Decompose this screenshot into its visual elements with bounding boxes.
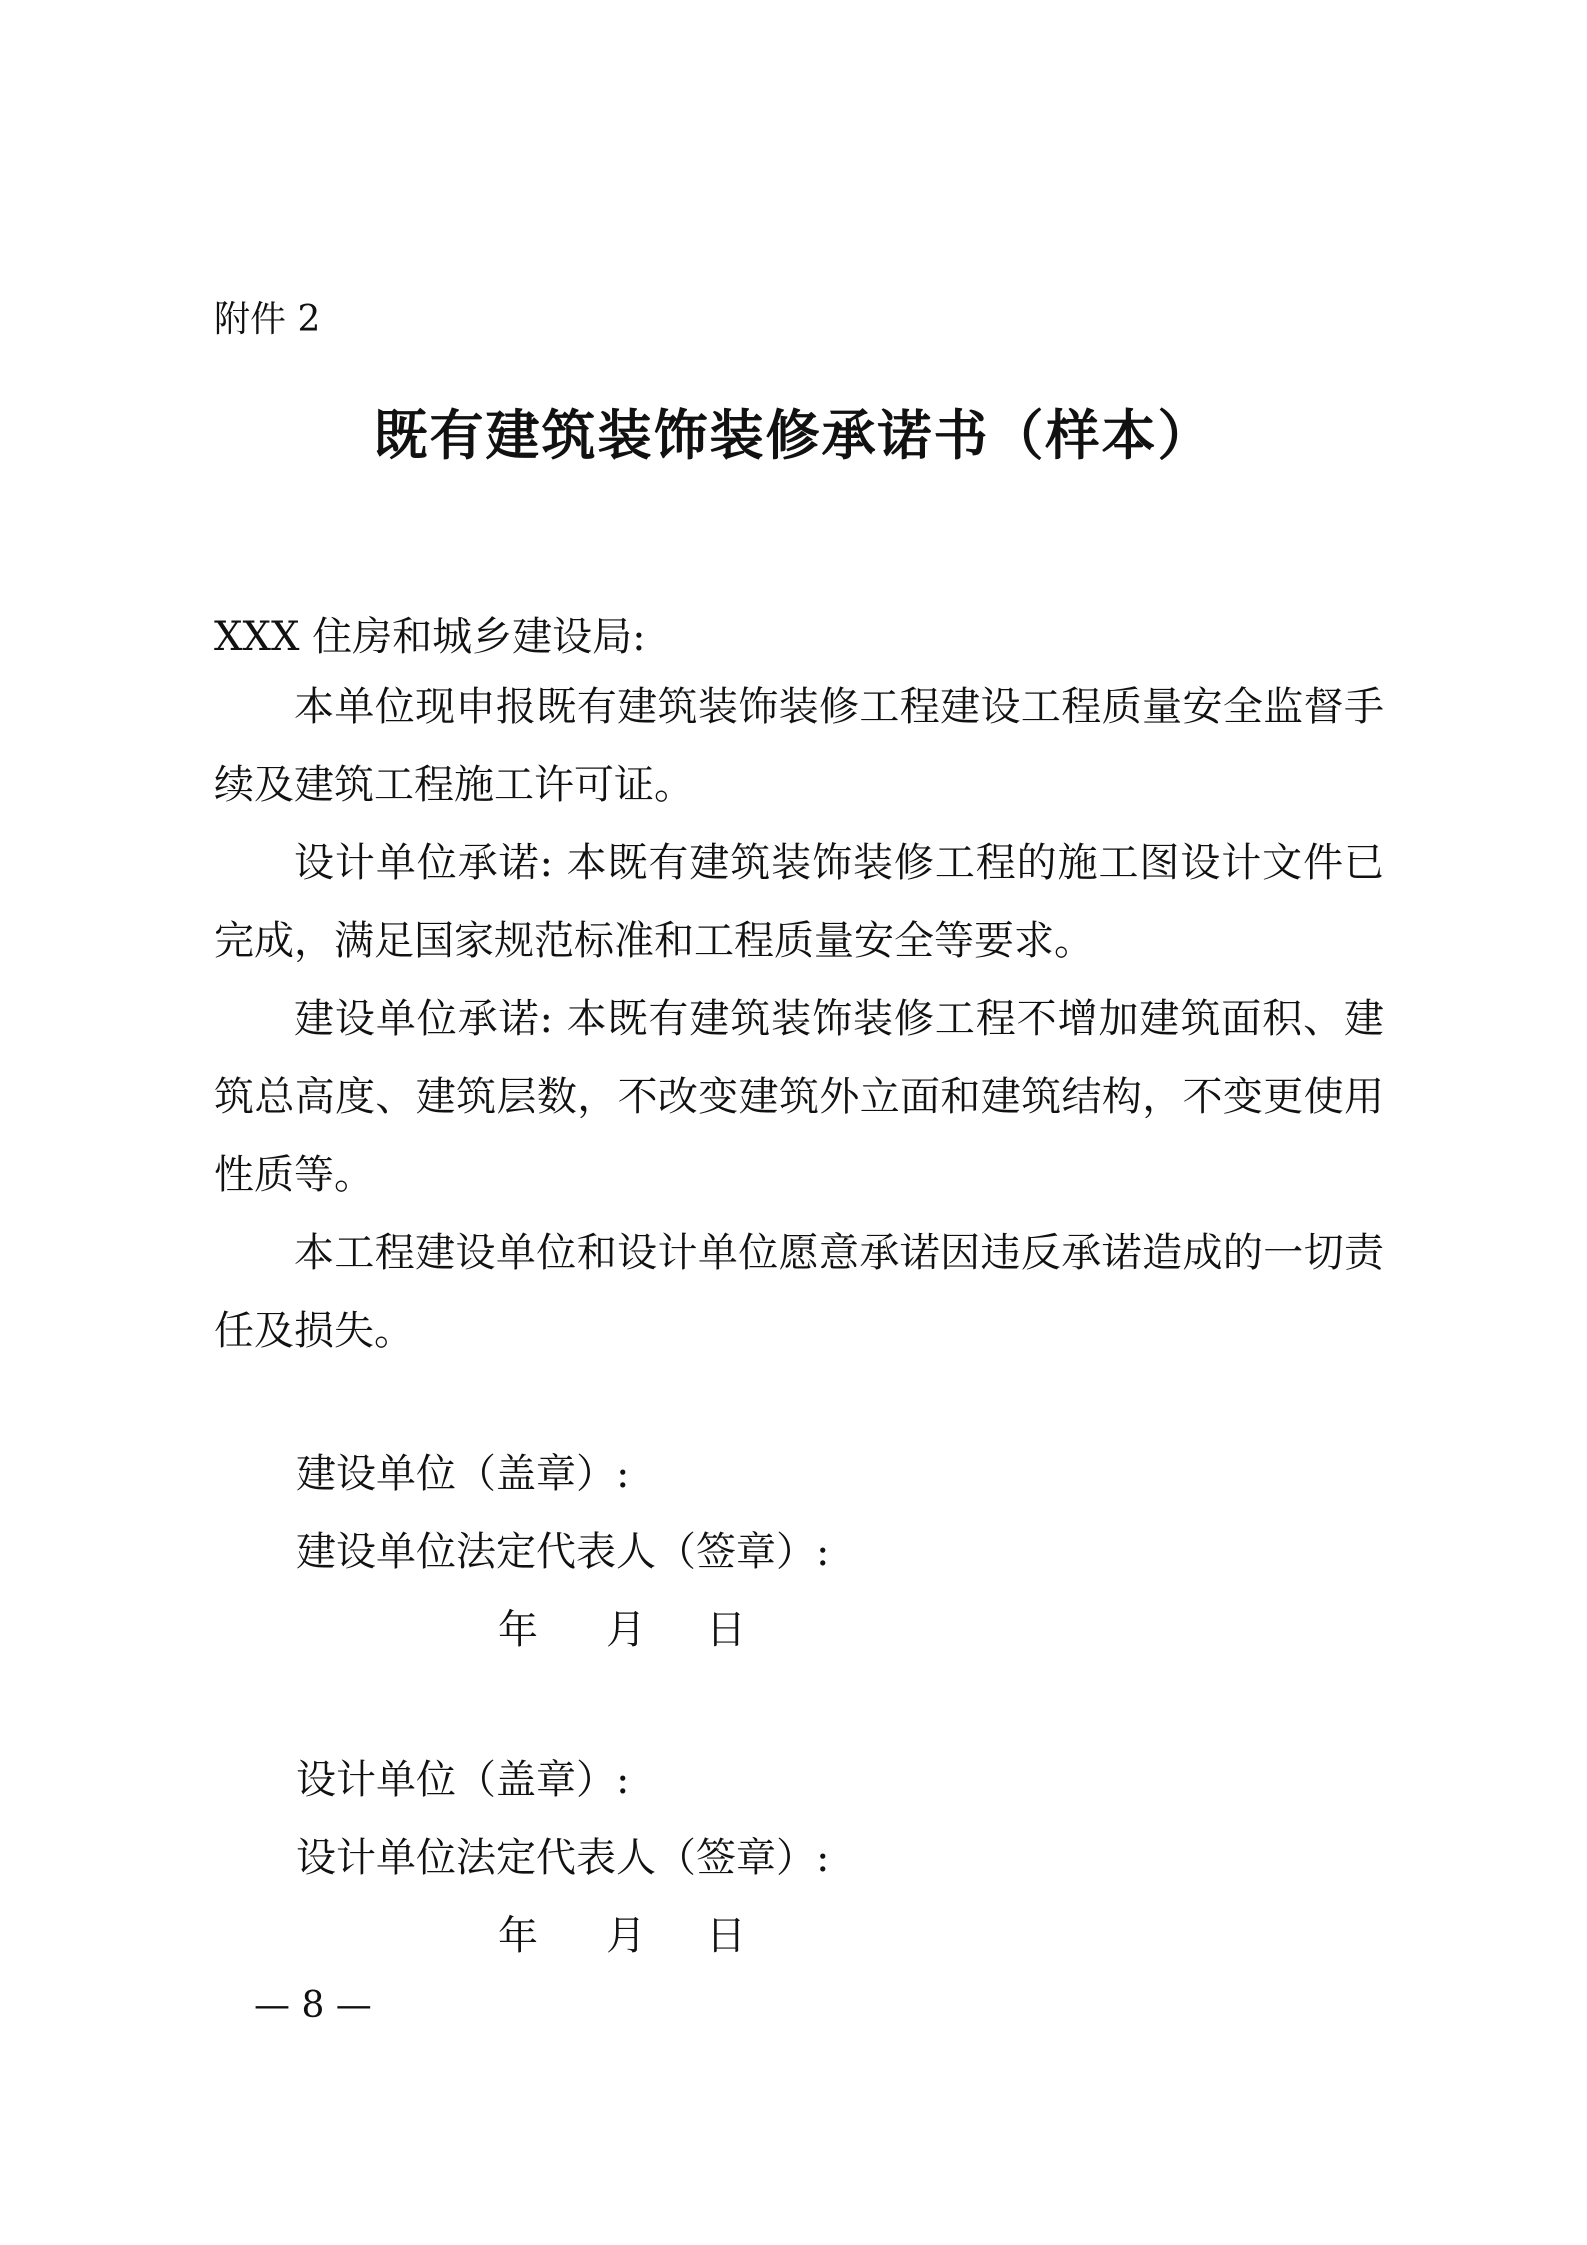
document-title: 既有建筑装饰装修承诺书（样本） [373,403,1214,467]
paragraph-application: 本单位现申报既有建筑装饰装修工程建设工程质量安全监督手续及建筑工程施工许可证。 [214,684,1384,808]
page-number: — 8 — [254,1985,372,2026]
construction-rep-signature-label: 建设单位法定代表人（签章）: [296,1529,830,1575]
construction-date-line [0,1604,1587,1656]
date-year-label: 年 [498,1607,538,1653]
date-year-label: 年 [498,1913,538,1959]
date-month-label: 月 [606,1607,646,1653]
salutation: XXX 住房和城乡建设局: [214,614,646,660]
design-unit-seal-label: 设计单位（盖章）: [296,1757,630,1803]
date-day-label: 日 [706,1913,746,1959]
construction-unit-seal-label: 建设单位（盖章）: [296,1451,630,1497]
date-day-label: 日 [706,1607,746,1653]
design-rep-signature-label: 设计单位法定代表人（签章）: [296,1835,830,1881]
attachment-label: 附件 2 [214,299,321,340]
design-date-line [0,1910,1587,1962]
date-month-label: 月 [606,1913,646,1959]
paragraph-liability: 本工程建设单位和设计单位愿意承诺因违反承诺造成的一切责任及损失。 [214,1230,1384,1354]
paragraph-design-commitment: 设计单位承诺: 本既有建筑装饰装修工程的施工图设计文件已完成，满足国家规范标准和工程质量安全等要求。 [214,840,1384,964]
paragraph-construction-commitment: 建设单位承诺: 本既有建筑装饰装修工程不增加建筑面积、建筑总高度、建筑层数，不改变建筑外立面和建筑结构，不变更使用性质等。 [214,996,1384,1198]
